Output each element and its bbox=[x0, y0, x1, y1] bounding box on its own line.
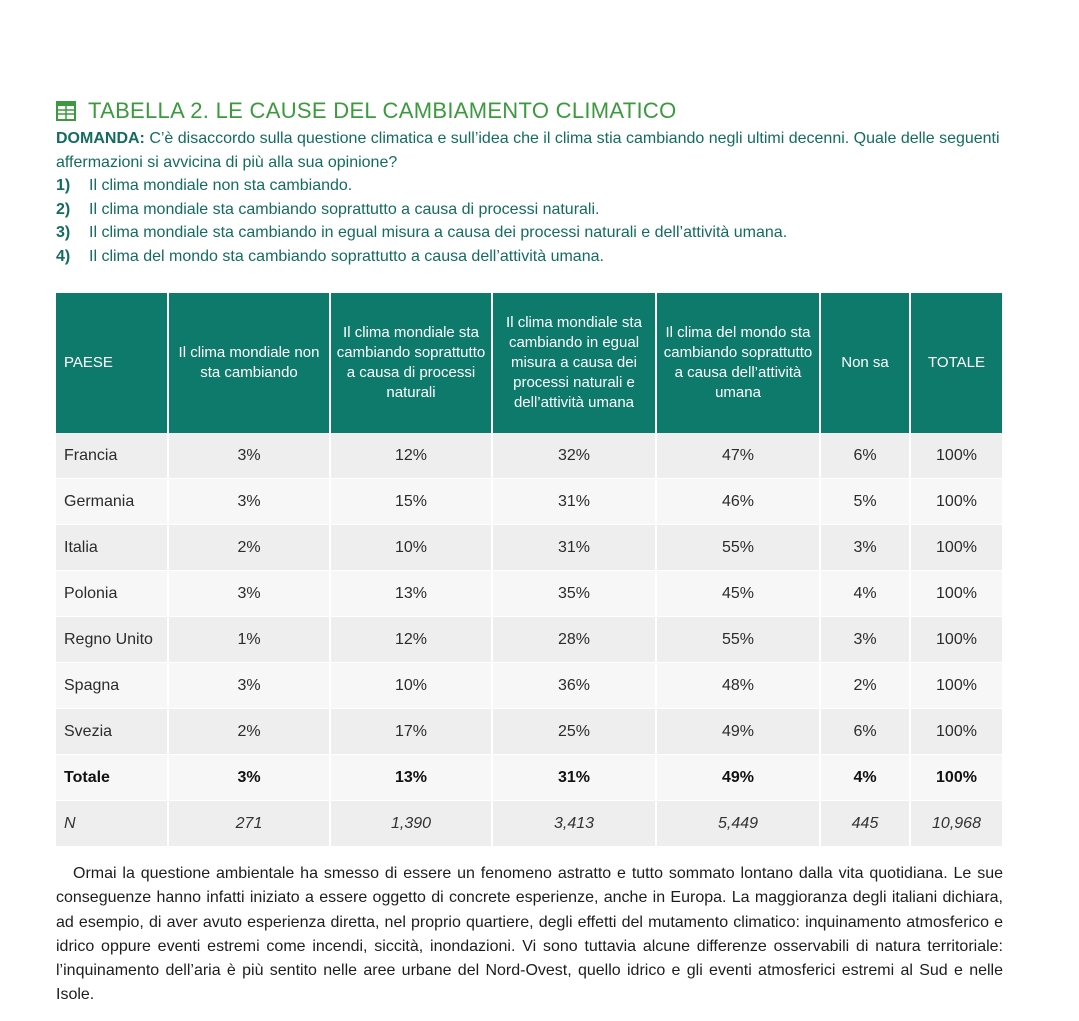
table-cell: Totale bbox=[56, 755, 169, 801]
table-row bbox=[56, 617, 1002, 663]
table-cell: 2% bbox=[169, 709, 331, 755]
table-cell: 28% bbox=[493, 617, 657, 663]
table-cell: 25% bbox=[493, 709, 657, 755]
table-cell: 49% bbox=[657, 755, 821, 801]
table-cell: 36% bbox=[493, 663, 657, 709]
option-number: 3) bbox=[56, 224, 71, 241]
table-cell: 100% bbox=[911, 479, 1002, 525]
options-list bbox=[56, 174, 787, 268]
table-cell: 3% bbox=[821, 525, 911, 571]
table-cell: 6% bbox=[821, 433, 911, 479]
table-cell: 3% bbox=[169, 433, 331, 479]
table-cell: 10% bbox=[331, 663, 493, 709]
table-cell: 445 bbox=[821, 801, 911, 847]
table-n-row bbox=[56, 801, 1002, 847]
table-cell: 12% bbox=[331, 433, 493, 479]
table-cell: 31% bbox=[493, 479, 657, 525]
option-number: 1) bbox=[56, 177, 71, 194]
table-cell: 100% bbox=[911, 755, 1002, 801]
table-row bbox=[56, 571, 1002, 617]
table-cell: 32% bbox=[493, 433, 657, 479]
column-header: Il clima mondiale sta cambiando in egual misura a causa dei processi naturali e dell’attività umana bbox=[493, 293, 657, 433]
table-cell: 35% bbox=[493, 571, 657, 617]
table-cell: 3% bbox=[169, 571, 331, 617]
table-cell: 3% bbox=[169, 479, 331, 525]
option-text: Il clima del mondo sta cambiando soprattutto a causa dell’attività umana. bbox=[89, 247, 604, 265]
option-text: Il clima mondiale non sta cambiando. bbox=[89, 177, 353, 194]
question-text: C’è disaccordo sulla questione climatica e sull’idea che il clima stia cambiando negli ultimi decenni. Quale delle seguenti affermazioni si avvicina di più alla sua opinione? bbox=[56, 130, 1000, 171]
table-row bbox=[56, 525, 1002, 571]
table-cell: 2% bbox=[821, 663, 911, 709]
table-cell: Polonia bbox=[56, 571, 169, 617]
table-cell: Spagna bbox=[56, 663, 169, 709]
column-header: PAESE bbox=[56, 293, 169, 433]
table-cell: 5,449 bbox=[657, 801, 821, 847]
table-cell: 13% bbox=[331, 571, 493, 617]
table-cell: Germania bbox=[56, 479, 169, 525]
table-cell: 1% bbox=[169, 617, 331, 663]
table-cell: Italia bbox=[56, 525, 169, 571]
table-cell: 47% bbox=[657, 433, 821, 479]
table-cell: 55% bbox=[657, 525, 821, 571]
column-header: Il clima mondiale non sta cambiando bbox=[169, 293, 331, 433]
table-row bbox=[56, 663, 1002, 709]
table-cell: 12% bbox=[331, 617, 493, 663]
table-cell: 13% bbox=[331, 755, 493, 801]
option-text: Il clima mondiale sta cambiando soprattutto a causa di processi naturali. bbox=[89, 200, 600, 218]
question bbox=[56, 127, 1016, 175]
option-number: 4) bbox=[56, 247, 71, 265]
table-cell: 5% bbox=[821, 479, 911, 525]
table-cell: 55% bbox=[657, 617, 821, 663]
table-title-row bbox=[56, 98, 677, 124]
table-cell: Francia bbox=[56, 433, 169, 479]
table-icon bbox=[56, 101, 76, 121]
table-cell: 31% bbox=[493, 525, 657, 571]
table-cell: 15% bbox=[331, 479, 493, 525]
table-cell: 100% bbox=[911, 571, 1002, 617]
table-cell: 3% bbox=[169, 755, 331, 801]
table-cell: 100% bbox=[911, 709, 1002, 755]
table-cell: 100% bbox=[911, 433, 1002, 479]
table-cell: 271 bbox=[169, 801, 331, 847]
column-header: Il clima del mondo sta cambiando soprattutto a causa dell’attività umana bbox=[657, 293, 821, 433]
table-cell: 100% bbox=[911, 663, 1002, 709]
table-cell: 49% bbox=[657, 709, 821, 755]
table-cell: 100% bbox=[911, 525, 1002, 571]
data-table bbox=[56, 293, 1002, 847]
table-cell: 31% bbox=[493, 755, 657, 801]
table-cell: 1,390 bbox=[331, 801, 493, 847]
table-cell: 48% bbox=[657, 663, 821, 709]
body-paragraph: Ormai la questione ambientale ha smesso di essere un fenomeno astratto e tutto sommato lontano dalla vita quotidiana. Le sue conseguenze hanno infatti iniziato a essere oggetto di concrete esperienze, anche in Europa. La maggioranza degli italiani dichiara, ad esempio, di aver avuto esperienza diretta, nel proprio quartiere, degli effetti del mutamento climatico: inquinamento atmosferico e idrico oppure eventi estremi come incendi, siccità, inondazioni. Vi sono tuttavia alcune differenze osservabili di natura territoriale: l’inquinamento dell’aria è più sentito nelle aree urbane del Nord-Ovest, quello idrico e gli eventi atmosferici estremi al Sud e nelle Isole. bbox=[56, 865, 1003, 1004]
column-header: Il clima mondiale sta cambiando soprattutto a causa di processi naturali bbox=[331, 293, 493, 433]
option-item bbox=[56, 221, 787, 245]
question-label: DOMANDA: bbox=[56, 130, 145, 147]
table-cell: N bbox=[56, 801, 169, 847]
option-text: Il clima mondiale sta cambiando in egual misura a causa dei processi naturali e dell’attività umana. bbox=[89, 224, 788, 241]
table-cell: 6% bbox=[821, 709, 911, 755]
table-cell: 17% bbox=[331, 709, 493, 755]
table-cell: 3,413 bbox=[493, 801, 657, 847]
option-item bbox=[56, 198, 787, 222]
table-cell: Svezia bbox=[56, 709, 169, 755]
option-item bbox=[56, 174, 787, 198]
table-total-row bbox=[56, 755, 1002, 801]
table-row bbox=[56, 479, 1002, 525]
table-cell: 46% bbox=[657, 479, 821, 525]
page-title: TABELLA 2. LE CAUSE DEL CAMBIAMENTO CLIMATICO bbox=[88, 98, 677, 123]
table-cell: 2% bbox=[169, 525, 331, 571]
table-cell: 10,968 bbox=[911, 801, 1002, 847]
column-header: Non sa bbox=[821, 293, 911, 433]
table-row bbox=[56, 709, 1002, 755]
table-cell: 100% bbox=[911, 617, 1002, 663]
table-cell: 10% bbox=[331, 525, 493, 571]
option-item bbox=[56, 245, 787, 269]
table-cell: Regno Unito bbox=[56, 617, 169, 663]
table-cell: 3% bbox=[169, 663, 331, 709]
table-header-row bbox=[56, 293, 1002, 433]
table-cell: 4% bbox=[821, 571, 911, 617]
option-number: 2) bbox=[56, 200, 71, 218]
table-cell: 3% bbox=[821, 617, 911, 663]
column-header: TOTALE bbox=[911, 293, 1002, 433]
table-cell: 45% bbox=[657, 571, 821, 617]
table-cell: 4% bbox=[821, 755, 911, 801]
table-row bbox=[56, 433, 1002, 479]
